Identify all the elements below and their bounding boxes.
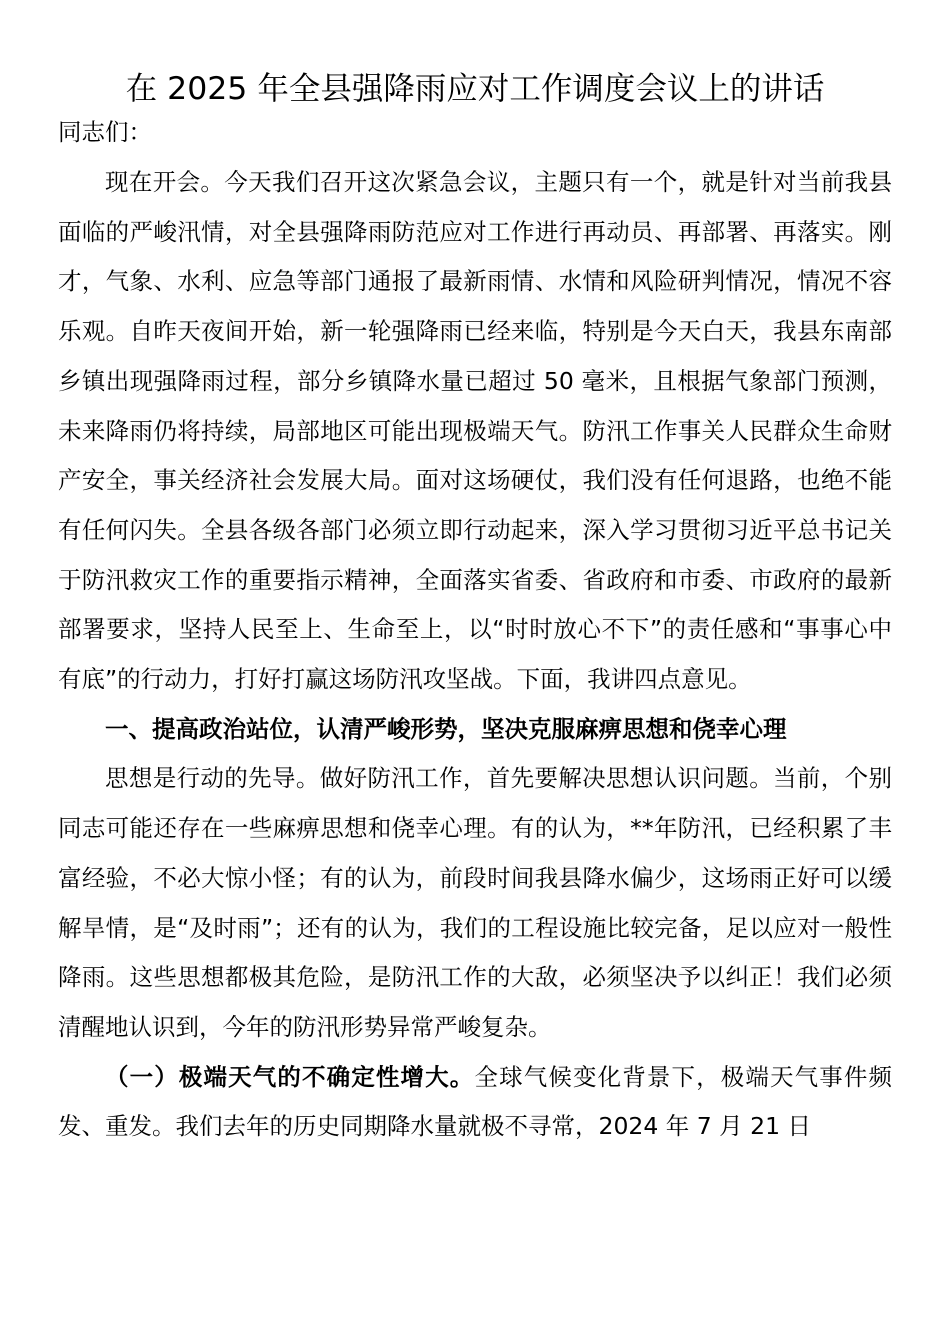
paragraph-section-1: 思想是行动的先导。做好防汛工作，首先要解决思想认识问题。当前，个别同志可能还存在一些麻痹思想和侥幸心理。有的认为，**年防汛，已经积累了丰富经验，不必大惊小怪；有的认为，前段时间我县降水偏少，这场雨正好可以缓解旱情，是“及时雨”；还有的认为，我们的工程设施比较完备，足以应对一般性降雨。这些思想都极其危险，是防汛工作的大敌，必须坚决予以纠正！我们必须清醒地认识到，今年的防汛形势异常严峻复杂。: [58, 764, 892, 1041]
salutation: 同志们：: [58, 118, 152, 146]
document-page: [58, 62, 892, 1152]
paragraph-opening: 现在开会。今天我们召开这次紧急会议，主题只有一个，就是针对当前我县面临的严峻汛情，对全县强降雨防范应对工作进行再动员、再部署、再落实。刚才，气象、水利、应急等部门通报了最新雨情、水情和风险研判情况，情况不容乐观。自昨天夜间开始，新一轮强降雨已经来临，特别是今天白天，我县东南部乡镇出现强降雨过程，部分乡镇降水量已超过 50 毫米，且根据气象部门预测，未来降雨仍将持续，局部地区可能出现极端天气。防汛工作事关人民群众生命财产安全，事关经济社会发展大局。面对这场硬仗，我们没有任何退路，也绝不能有任何闪失。全县各级各部门必须立即行动起来，深入学习贯彻习近平总书记关于防汛救灾工作的重要指示精神，全面落实省委、省政府和市委、市政府的最新部署要求，坚持人民至上、生命至上，以“时时放心不下”的责任感和“事事心中有底”的行动力，打好打赢这场防汛攻坚战。下面，我讲四点意见。: [58, 168, 892, 694]
paragraph-subsection-1: [58, 1053, 892, 1152]
section-heading-1: 一、提高政治站位，认清严峻形势，坚决克服麻痹思想和侥幸心理: [105, 714, 787, 743]
document-title: 在 2025 年全县强降雨应对工作调度会议上的讲话: [125, 71, 825, 107]
subsection-body-1: 全球气候变化背景下，极端天气事件频发、重发。我们去年的历史同期降水量就极不寻常，2024 年 7 月 21 日: [58, 1062, 893, 1141]
subsection-heading-1: （一）极端天气的不确定性增大。: [105, 1062, 475, 1091]
